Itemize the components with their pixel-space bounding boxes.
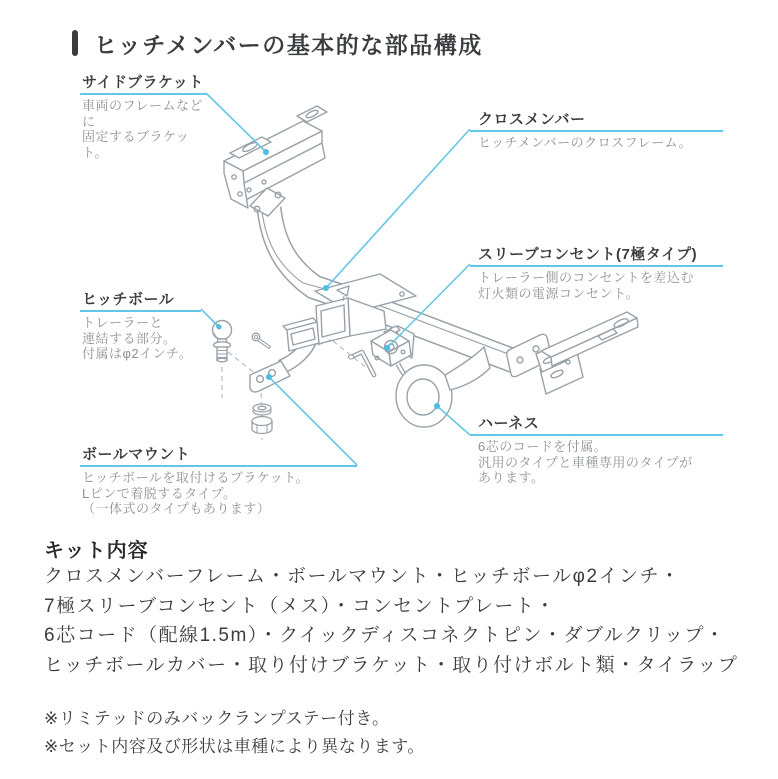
part-description: トレーラー側のコンセントを差込む 灯火類の電源コンセント。 — [478, 270, 695, 301]
ball-mount-drawing — [250, 318, 319, 392]
kit-contents-list — [44, 562, 738, 680]
part-name: ハーネス — [470, 415, 723, 436]
part-description: 6芯のコードを付属。 汎用のタイプと車種専用のタイプが あります。 — [478, 439, 693, 485]
kit-line: ヒッチボールカバー・取り付けブラケット・取り付けボルト類・タイラップ — [44, 654, 739, 676]
part-name: クロスメンバー — [470, 111, 723, 132]
kit-line: クロスメンバーフレーム・ボールマウント・ヒッチボールφ2インチ・ — [44, 566, 681, 587]
title-accent-bar — [72, 30, 78, 56]
part-name: ボールマウント — [80, 446, 357, 467]
kit-line: 6芯コード（配線1.5m）・クイックディスコネクトピン・ダブルクリップ・ — [44, 625, 726, 646]
hitch-ball-drawing — [213, 321, 232, 362]
label-harness — [470, 415, 723, 486]
part-name: ヒッチボール — [80, 291, 201, 312]
part-description: 車両のフレームなどに 固定するブラケット。 — [82, 98, 203, 160]
sleeve-outlet-drawing — [371, 326, 414, 366]
footnotes — [44, 705, 425, 760]
part-description: ヒッチメンバーのクロスフレーム。 — [478, 135, 693, 150]
right-side-bracket-drawing — [536, 312, 638, 394]
part-description: トレーラーと 連結する部分。 付属はφ2インチ。 — [82, 315, 193, 361]
label-sleeve-outlet — [470, 246, 723, 301]
kit-contents-heading: キット内容 — [44, 540, 149, 562]
part-name: スリーブコンセント(7極タイプ) — [470, 246, 723, 267]
page-title: ヒッチメンバーの基本的な部品構成 — [94, 32, 483, 58]
footnote: ※リミテッドのみバックランプステー付き。 — [44, 709, 390, 728]
quick-disconnect-pin-drawing — [252, 333, 269, 347]
label-cross-member — [470, 111, 723, 151]
kit-line: 7極スリーブコンセント（メス）・コンセントプレート・ — [44, 595, 556, 617]
footnote: ※セット内容及び形状は車種により異なります。 — [44, 736, 425, 756]
washer-and-nut-drawing — [252, 404, 272, 434]
callout-side-bracket — [206, 93, 266, 152]
label-hitch-ball — [80, 291, 201, 362]
callout-hitch-ball — [201, 309, 219, 327]
label-ball-mount — [80, 446, 357, 517]
part-name: サイドブラケット — [80, 74, 206, 95]
label-side-bracket — [80, 74, 206, 160]
callout-cross-member — [326, 129, 470, 288]
part-description: ヒッチボールを取付けるブラケット。 Lピンで着脱するタイプ。 （一体式のタイプもあります） — [82, 470, 310, 516]
